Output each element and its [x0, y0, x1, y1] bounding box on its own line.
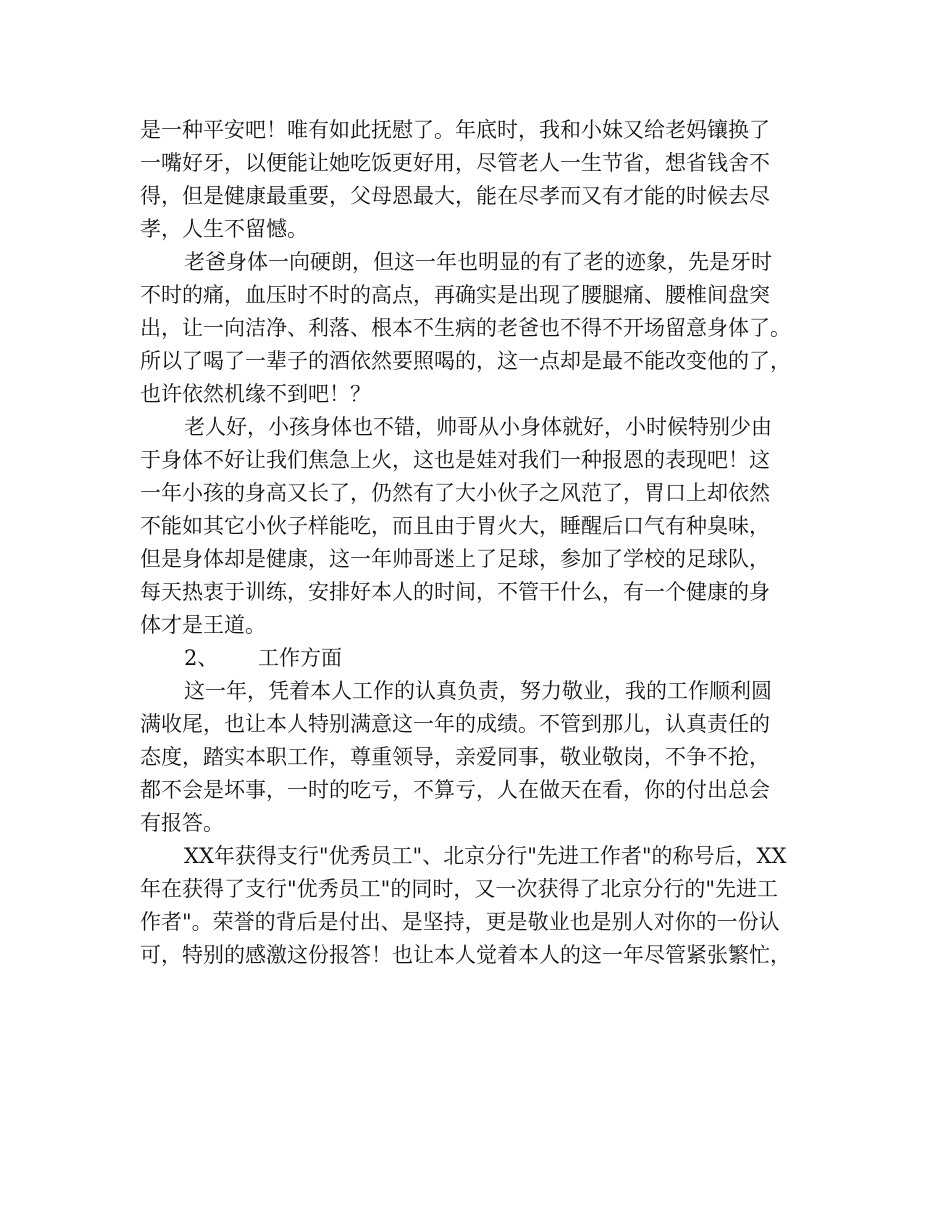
paragraph-1-line-1: 是一种平安吧！唯有如此抚慰了。年底时，我和小妹又给老妈镶换了	[140, 118, 770, 142]
paragraph-2-line-1: 老爸身体一向硬朗，但这一年也明显的有了老的迹象，先是牙时	[184, 250, 772, 274]
paragraph-3-line-5: 但是身体却是健康，这一年帅哥迷上了足球，参加了学校的足球队，	[140, 547, 770, 571]
paragraph-2-line-2: 不时的痛，血压时不时的高点，再确实是出现了腰腿痛、腰椎间盘突	[140, 283, 770, 307]
paragraph-1-line-4: 孝，人生不留憾。	[140, 217, 308, 241]
paragraph-4-line-5: 有报答。	[140, 811, 224, 835]
paragraph-4-line-2: 满收尾，也让本人特别满意这一年的成绩。不管到那儿，认真责任的	[140, 712, 770, 736]
paragraph-3-line-4: 不能如其它小伙子样能吃，而且由于胃火大，睡醒后口气有种臭味，	[140, 514, 770, 538]
section-heading-number: 2、	[184, 646, 219, 670]
paragraph-2-line-5: 也许依然机缘不到吧！？	[140, 382, 371, 406]
paragraph-4-line-4: 都不会是坏事，一时的吃亏，不算亏，人在做天在看，你的付出总会	[140, 778, 770, 802]
paragraph-4-line-1: 这一年，凭着本人工作的认真负责，努力敬业，我的工作顺利圆	[184, 679, 772, 703]
paragraph-5-line-3: 作者"。荣誉的背后是付出、是坚持，更是敬业也是别人对你的一份认	[140, 910, 780, 934]
paragraph-4-line-3: 态度，踏实本职工作，尊重领导，亲爱同事，敬业敬岗，不争不抢，	[140, 745, 770, 769]
paragraph-1-line-2: 一嘴好牙，以便能让她吃饭更好用，尽管老人一生节省，想省钱舍不	[140, 151, 770, 175]
section-heading-text: 工作方面	[258, 646, 342, 670]
paragraph-3-line-2: 于身体不好让我们焦急上火，这也是娃对我们一种报恩的表现吧！这	[140, 448, 770, 472]
paragraph-3-line-7: 体才是王道。	[140, 613, 266, 637]
paragraph-5-line-2: 年在获得了支行"优秀员工"的同时，又一次获得了北京分行的"先进工	[140, 877, 778, 901]
paragraph-2-line-3: 出，让一向洁净、利落、根本不生病的老爸也不得不开场留意身体了。	[140, 316, 791, 340]
paragraph-1-line-3: 得，但是健康最重要，父母恩最大，能在尽孝而又有才能的时候去尽	[140, 184, 770, 208]
paragraph-5-line-1: XX年获得支行"优秀员工"、北京分行"先进工作者"的称号后，XX	[184, 844, 787, 868]
paragraph-2-line-4: 所以了喝了一辈子的酒依然要照喝的，这一点却是最不能改变他的了，	[140, 349, 791, 373]
paragraph-3-line-1: 老人好，小孩身体也不错，帅哥从小身体就好，小时候特别少由	[184, 415, 772, 439]
paragraph-5-line-4: 可，特别的感激这份报答！也让本人觉着本人的这一年尽管紧张繁忙，	[140, 943, 791, 967]
paragraph-3-line-6: 每天热衷于训练，安排好本人的时间，不管干什么，有一个健康的身	[140, 580, 770, 604]
paragraph-3-line-3: 一年小孩的身高又长了，仍然有了大小伙子之风范了，胃口上却依然	[140, 481, 770, 505]
